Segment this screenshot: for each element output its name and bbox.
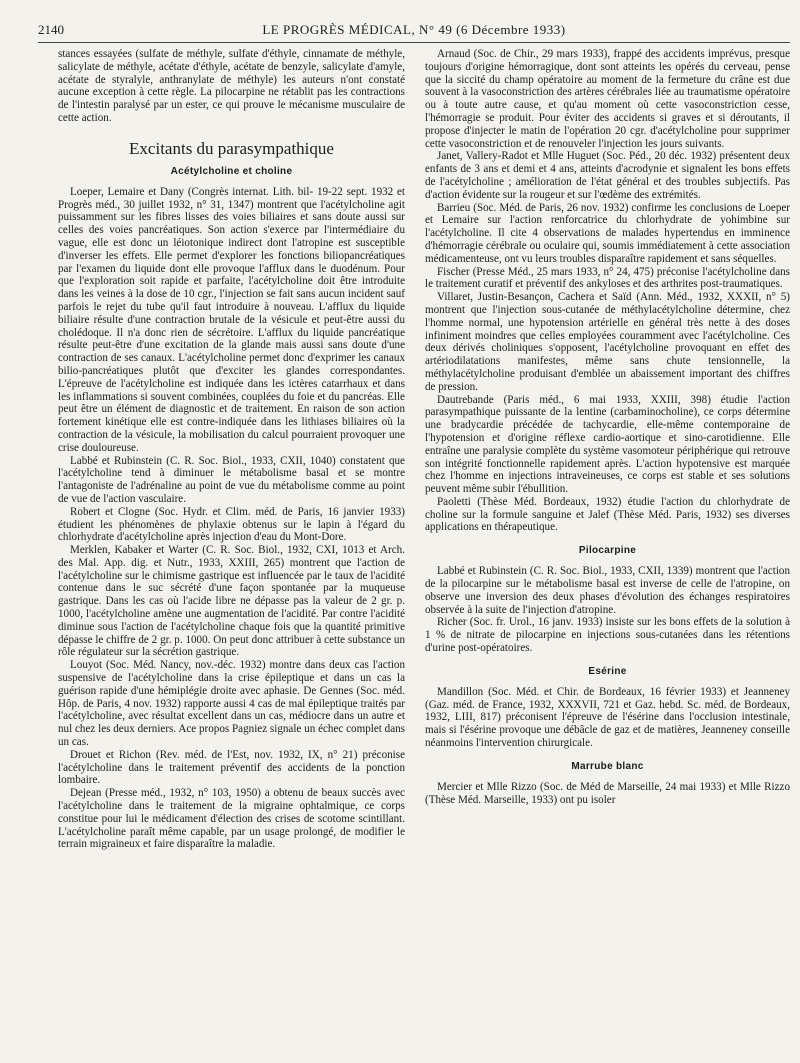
paragraph-arnaud: Arnaud (Soc. de Chir., 29 mars 1933), frappé des accidents imprévus, presque toujours d'origine hémorragique, dont sont atteints les opérés du cerveau, pense que la siccité du champ opératoire au moment de la fermeture du crâne est due souvent à la vasoconstriction des artères cérébrales liée au traumatisme opératoire ou à toute autre cause, et qu'au moment où cette vasoconstriction cesse, l'hémorragie se produit. Pour éviter des accidents si graves et si déroutants, il propose d'injecter le matin de l'opération 20 cgr. d'acétylcholine pour supprimer cette vasoconstriction et de renouveler l'injection les jours suivants. xyxy=(425,48,790,150)
eserine-heading: Esérine xyxy=(588,665,627,677)
paragraph-louyot: Louyot (Soc. Méd. Nancy, nov.-déc. 1932) montre dans deux cas l'action suspensive de l'acétylcholine dans la crise épileptique et dans un cas la guérison rapide d'une hémiplégie droite avec aphasie. De Gennes (Soc. méd. Hôp. de Paris, 4 nov. 1932) rapporte aussi 4 cas de mal épileptique traités par l'acétylcholine, avec résultat excellent dans un cas, médiocre dans un autre et nul chez les deux derniers. Ace propos Pagniez signale un échec complet dans un cas. xyxy=(58,659,405,749)
paragraph-villaret: Villaret, Justin-Besançon, Cachera et Saïd (Ann. Méd., 1932, XXXII, n° 5) montrent que l'injection sous-cutanée de méthylacétylcholine détermine, chez l'homme normal, une hypotension artérielle en général très nette à des doses infiniment moindres que celles employées couramment avec l'acétylcholine. Ces deux dérivés choliniques s'opposent, l'acétylcholine provoquant en effet des artériodilatations manifestes, même sans chute tensionnelle, la méthylacétylcholine produisant d'emblée un abaissement important des chiffres de pression. xyxy=(425,291,790,393)
pilocarpine-heading: Pilocarpine xyxy=(578,545,637,557)
paragraph-janet: Janet, Vallery-Radot et Mlle Huguet (Soc. Péd., 20 déc. 1932) présentent deux enfants de 3 ans et demi et 4 ans, atteints d'acrodynie et signalent les bons effets de l'acétylcholine ; amélioration de l'état général et des troubles subjectifs. Pas d'action évidente sur la rougeur et sur l'œdème des extrémités. xyxy=(425,150,790,201)
paragraph-labbe-pilocarpine: Labbé et Rubinstein (C. R. Soc. Biol., 1933, CXII, 1339) montrent que l'action de la pilocarpine sur le métabolisme basal est inverse de celle de l'atropine, on observe une inversion des deux phases d'évolution des échanges respiratoires observée à la suite de l'injection d'atropine. xyxy=(425,565,790,616)
running-header xyxy=(38,22,790,42)
paragraph-dejean: Dejean (Presse méd., 1932, n° 103, 1950) a obtenu de beaux succès avec l'acétylcholine dans le traitement de la migraine ophtalmique, ce corps constitue pour lui le médicament d'élection des crises de scotome scintillant. L'acétylcholine paraît même capable, par un usage prolongé, de modifier le terrain migraineux et faire disparaître la maladie. xyxy=(58,787,405,851)
paragraph-labbe: Labbé et Rubinstein (C. R. Soc. Biol., 1933, CXII, 1040) constatent que l'acétylcholine tend à diminuer le métabolisme basal et se montre l'antagoniste de l'adrénaline au point de vue du métabolisme comme au point de vue de l'action vasculaire. xyxy=(58,454,405,505)
header-rule xyxy=(38,42,790,43)
paragraph-merklen: Merklen, Kabaker et Warter (C. R. Soc. Biol., 1932, CXI, 1013 et Arch. des Mal. App. dig. et Nutr., 1933, XXIII, 265) montrent que l'action de l'acétylcholine sur le chimisme gastrique est influencée par le taux de l'acidité contenue dans le suc sécrété d'une façon spontanée par la muqueuse gastrique. Dans les cas où l'acide libre ne dépasse pas la valeur de 2 gr. p. 1000, l'acétylcholine amène une augmentation de l'acidité. Par contre l'acidité diminue sous l'action de l'acétylcholine chaque fois que la quantité primitive dépasse le chiffre de 2 gr. p. 1000. On peut donc attribuer à cette substance un rôle régulateur sur la sécrétion gastrique. xyxy=(58,544,405,659)
subsection-title: Acétylcholine et choline xyxy=(170,165,293,177)
right-column xyxy=(425,48,790,1053)
paragraph-robert: Robert et Clogne (Soc. Hydr. et Clim. méd. de Paris, 16 janvier 1933) étudient les phénomènes de phylaxie obtenus sur le lapin à l'égard du chlorhydrate d'acétylcholine après injection d'eau du Mont-Dore. xyxy=(58,505,405,544)
paragraph-dautrebande: Dautrebande (Paris méd., 6 mai 1933, XXIII, 398) étudie l'action parasympathique puissante de la lentine (carbaminocholine), ce corps détermine une bradycardie précédée de tachycardie, elle-même contemporaine de l'hypotension et d'origine réflexe cardio-aortique et sino-carotidienne. Elle entraîne une paralysie complète du système vasomoteur périphérique qui retrouve son intégrité fonctionnelle rapidement après. L'action hypotensive est marquée chez l'homme en injections intraveineuses, ce corps est stable et ses solutions peuvent même subir l'ébullition. xyxy=(425,393,790,496)
paragraph-barrieu: Barrieu (Soc. Méd. de Paris, 26 nov. 1932) confirme les conclusions de Loeper et Lemaire sur l'action renforcatrice du chlorhydrate de yohimbine sur l'acétylcholine. Il cite 4 observations de malades hypertendus en imminence d'hémorragie cérébrale ou oculaire qui, soumis immédiatement à cette association médicamenteuse, ont vu leurs troubles disparaître rapidement et sans séquelles. xyxy=(425,201,790,265)
journal-title: LE PROGRÈS MÉDICAL, N° 49 (6 Décembre 1933) xyxy=(262,22,566,37)
section-title: Excitants du parasympathique xyxy=(129,138,334,158)
paragraph-mercier: Mercier et Mlle Rizzo (Soc. de Méd de Marseille, 24 mai 1933) et Mlle Rizzo (Thèse Méd. Marseille, 1933) ont pu isoler xyxy=(425,780,790,806)
paragraph-richer: Richer (Soc. fr. Urol., 16 janv. 1933) insiste sur les bons effets de la solution à 1 % de nitrate de pilocarpine en injections sous-cutanées dans les rétentions d'urine post-opératoires. xyxy=(425,616,790,655)
paragraph-mandillon: Mandillon (Soc. Méd. et Chir. de Bordeaux, 16 février 1933) et Jeanneney (Gaz. méd. de France, 1932, XXXVII, 721 et Gaz. hebd. Sc. méd. de Bordeaux, 1932, LIII, 817) préconisent l'épreuve de l'ésérine dans l'occlusion intestinale, mais si l'ésérine provoque une débâcle de gaz et de matières, Jeanneney conseille néanmoins l'intervention chirurgicale. xyxy=(425,685,790,750)
paragraph-fischer: Fischer (Presse Méd., 25 mars 1933, n° 24, 475) préconise l'acétylcholine dans le traitement curatif et préventif des ankyloses et des arthrites post-traumatiques. xyxy=(425,265,790,291)
paragraph-drouet: Drouet et Richon (Rev. méd. de l'Est, nov. 1932, IX, n° 21) préconise l'acétylcholine dans le traitement préventif des accidents de la ponction lombaire. xyxy=(58,748,405,787)
marrube-heading: Marrube blanc xyxy=(571,760,644,772)
left-column xyxy=(58,48,405,1053)
intro-paragraph: stances essayées (sulfate de méthyle, sulfate d'éthyle, cinnamate de méthyle, salicylate de méthyle, acétate d'éthyle, acétate de benzyle, salicylate d'amyle, acétate de styralyle, anthranylate de méthyle) les auteurs n'ont constaté aucune exception à cette règle. La pilocarpine ne rétablit pas les contractions de l'intestin paralysé par un ester, ce qui prouve le mécanisme musculaire de cette action. xyxy=(58,48,405,124)
page-number: 2140 xyxy=(38,22,64,37)
paragraph-paoletti: Paoletti (Thèse Méd. Bordeaux, 1932) étudie l'action du chlorhydrate de choline sur la formule sanguine et Jalef (Thèse Méd. Paris, 1932) ses diverses applications en thérapeutique. xyxy=(425,495,790,534)
paragraph-loeper: Loeper, Lemaire et Dany (Congrès internat. Lith. bil- 19-22 sept. 1932 et Progrès méd., 30 juillet 1932, n° 31, 1347) montrent que l'acétylcholine agit puissamment sur les fibres lisses des voies biliaires et sans doute aussi sur celles des voies pancréatiques. Son action s'exerce par l'intermédiaire du vague, elle est donc un léiotonique indirect dont l'atropine est susceptible d'inverser les effets. Elle permet d'explorer les fonctions biliopancréatiques par l'examen du liquide dont elle provoque l'afflux dans le duodénum. Pour que l'exploration soit rapide et parfaite, l'acétylcholine doit être introduite dans les veines à la dose de 10 cgr., l'injection se fait sans aucun incident sauf parfois le rejet du tube qu'il faut introduire à nouveau. L'afflux du liquide biliaire résulte d'une contraction brutale de la vésicule et peut-être aussi du cholédoque. Il n'a donc rien de sécrétoire. L'afflux du liquide pancréatique résulte peut-être d'une excitation de la glande mais aussi sans doute d'une contraction de ses canaux. L'acétylcholine permet donc d'exprimer les canaux bilio-pancréatiques plutôt que d'exciter les glandes correspondantes. L'épreuve de l'acétylcholine est indiquée dans les ictères catarrhaux et dans les inflammations si souvent combinées, couplées du foie et du pancréas. Elle peut être un élément de diagnostic et de traitement. En raison de son action fortement kinétique elle est contre-indiquée dans les lithiases biliaires où la contraction de la vésicule, la mobilisation du calcul pourraient provoquer une crise douloureuse. xyxy=(58,185,405,454)
